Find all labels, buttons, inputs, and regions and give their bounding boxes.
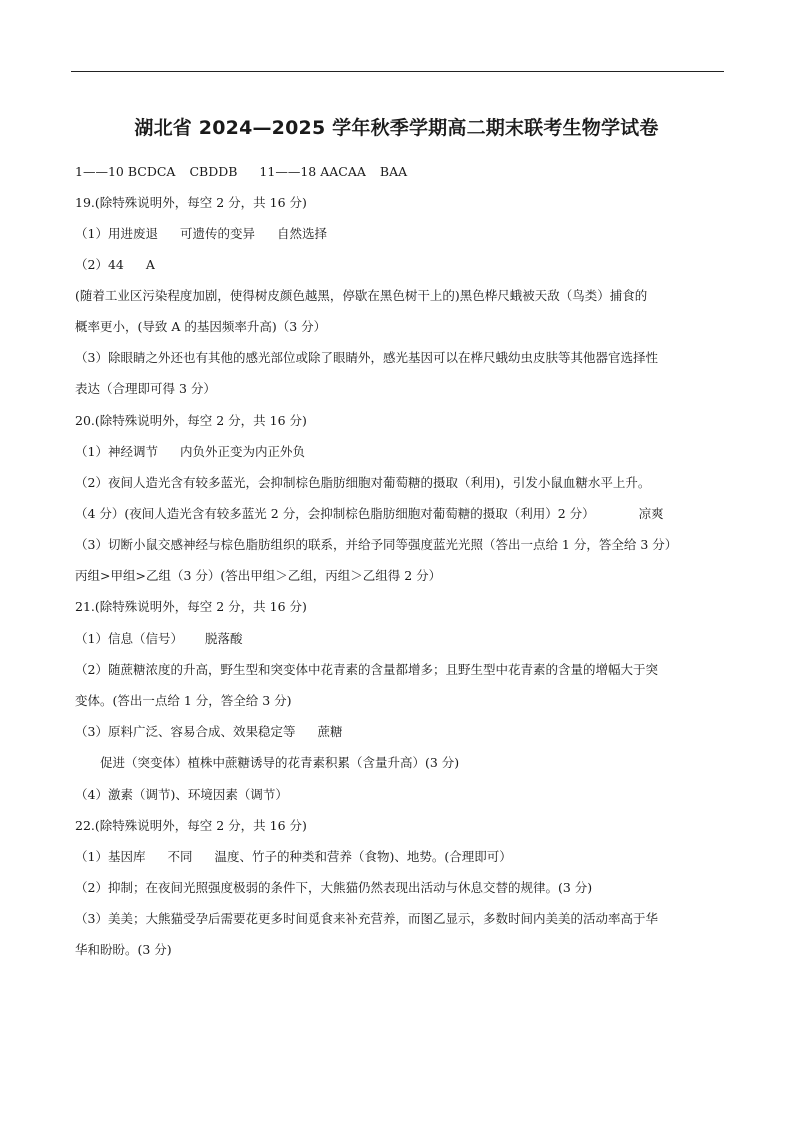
page-title: 湖北省 2024—2025 学年秋季学期高二期末联考生物学试卷 (134, 117, 659, 139)
q20-p2-note: （4 分）(夜间人造光含有较多蓝光 2 分，会抑制棕色脂肪细胞对葡萄糖的摄取（利用）2 分） (75, 506, 595, 521)
mc-range-1: 1——10 BCDCA (75, 164, 176, 179)
q19-p2-explanation-1: (随着工业区污染程度加剧，使得树皮颜色越黑，停歇在黑色树干上的)黑色桦尺蛾被天敌（鸟类）捕食的 (75, 288, 648, 303)
q21-p2-line-2: 变体。(答出一点给 1 分，答全给 3 分) (75, 693, 292, 708)
q19-header: 19.(除特殊说明外，每空 2 分，共 16 分) (75, 195, 307, 210)
q20-header: 20.(除特殊说明外，每空 2 分，共 16 分) (75, 413, 307, 428)
q20-p2-line-1: （2）夜间人造光含有较多蓝光，会抑制棕色脂肪细胞对葡萄糖的摄取（利用)，引发小鼠血糖水平上升。 (75, 475, 651, 490)
mc-group-2b: BAA (379, 164, 408, 179)
q19-part1 (75, 228, 327, 241)
mc-group-1b: CBDDB (189, 164, 238, 179)
header-rule (71, 71, 724, 72)
q22-p1-c: 温度、竹子的种类和营养（食物)、地势。(合理即可） (214, 849, 512, 864)
q22-p1-a: （1）基因库 (75, 849, 146, 864)
mc-range-2: 11——18 AACAA (259, 164, 366, 179)
q21-part1 (75, 633, 242, 646)
q19-p3-line-2: 表达（合理即可得 3 分） (75, 381, 216, 396)
q21-p1-a: （1）信息（信号） (75, 631, 183, 646)
q19-p3-line-1: （3）除眼睛之外还也有其他的感光部位或除了眼睛外，感光基因可以在桦尺蛾幼虫皮肤等其他器官选择性 (75, 350, 658, 365)
q20-p1-a: （1）神经调节 (75, 444, 158, 459)
q19-p2-b: A (145, 257, 155, 272)
q22-part2: （2）抑制；在夜间光照强度极弱的条件下，大熊猫仍然表现出活动与休息交替的规律。(3 分) (75, 880, 593, 895)
mc-answers (75, 166, 407, 179)
q22-part1 (75, 851, 512, 864)
q20-p1-b: 内负外正变为内正外负 (179, 444, 305, 459)
q22-p1-b: 不同 (167, 849, 193, 864)
q19-p1-b: 可遗传的变异 (179, 226, 255, 241)
q21-header: 21.(除特殊说明外，每空 2 分，共 16 分) (75, 599, 307, 614)
q21-p3-b: 蔗糖 (317, 724, 343, 739)
q21-p2-line-1: （2）随蔗糖浓度的升高，野生型和突变体中花青素的含量都增多；且野生型中花青素的含量的增幅大于突 (75, 662, 658, 677)
q19-p1-a: （1）用进废退 (75, 226, 158, 241)
q22-header: 22.(除特殊说明外，每空 2 分，共 16 分) (75, 818, 307, 833)
q20-p2-answer: 凉爽 (638, 506, 664, 521)
q22-p3-line-2: 华和盼盼。(3 分) (75, 942, 172, 957)
q19-part2 (75, 259, 155, 272)
q21-part3 (75, 726, 342, 739)
q20-part1 (75, 446, 305, 459)
q21-p1-b: 脱落酸 (204, 631, 243, 646)
q20-p3-line-1: （3）切断小鼠交感神经与棕色脂肪组织的联系，并给予同等强度蓝光光照（答出一点给 1 分，答全给 3 分） (75, 537, 678, 552)
q19-p2-explanation-2: 概率更小，(导致 A 的基因频率升高)（3 分） (75, 319, 327, 334)
q22-p3-line-1: （3）美美；大熊猫受孕后需要花更多时间觅食来补充营养，而图乙显示，多数时间内美美的活动率高于华 (75, 911, 658, 926)
q21-p3-line-2: 促进（突变体）植株中蔗糖诱导的花青素积累（含量升高）(3 分) (100, 755, 460, 770)
q20-p2-line-2 (75, 508, 664, 521)
q21-p3-a: （3）原料广泛、容易合成、效果稳定等 (75, 724, 296, 739)
q21-part4: （4）激素（调节)、环境因素（调节） (75, 787, 288, 802)
q19-p2-a: （2）44 (75, 257, 124, 272)
q20-p3-line-2: 丙组>甲组>乙组（3 分）(答出甲组＞乙组，丙组＞乙组得 2 分） (75, 568, 442, 583)
q19-p1-c: 自然选择 (276, 226, 327, 241)
